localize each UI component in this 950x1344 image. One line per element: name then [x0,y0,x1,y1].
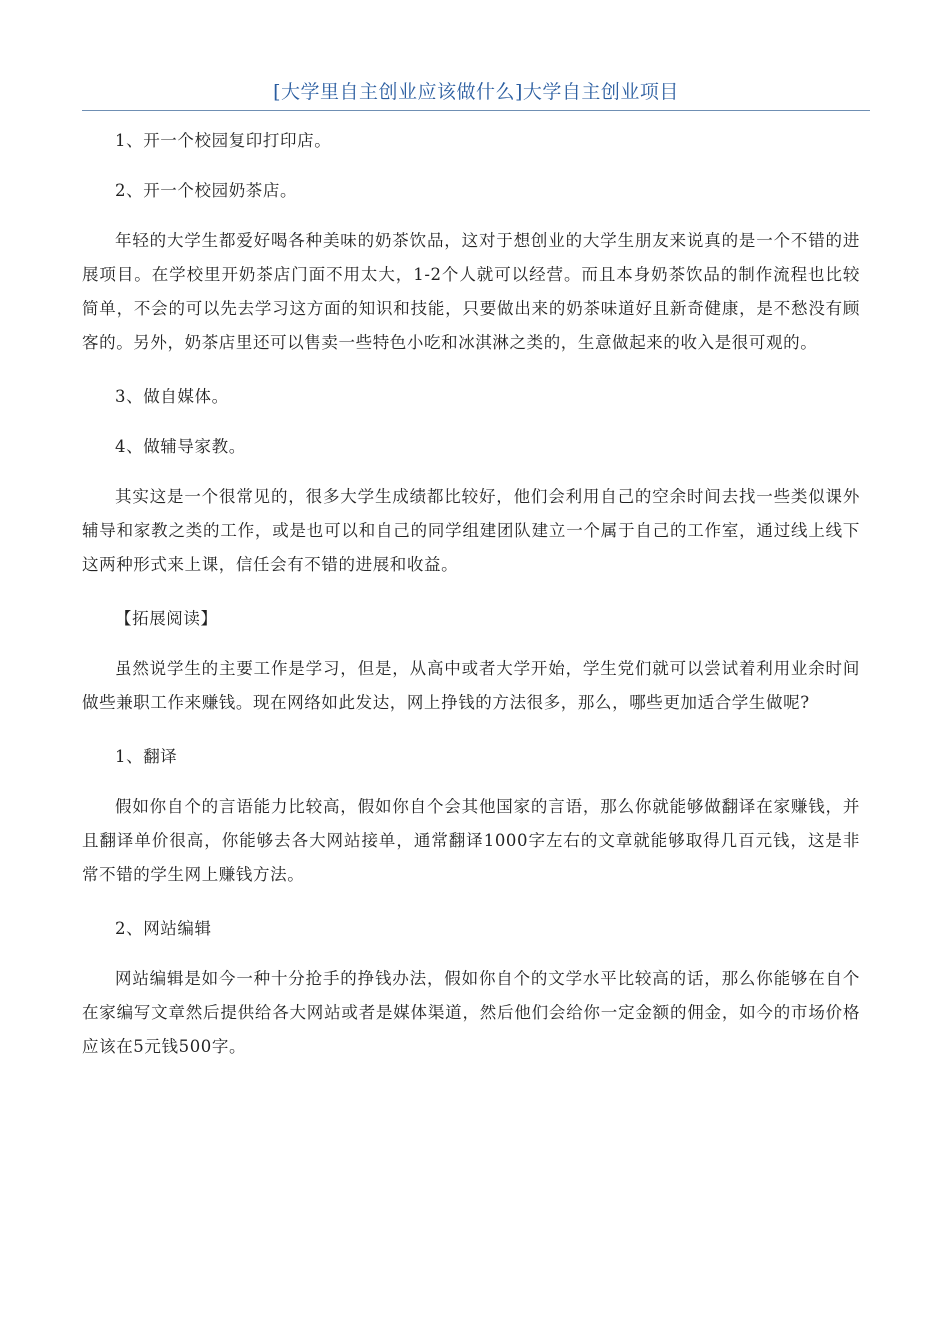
paragraph-extended-intro: 虽然说学生的主要工作是学习，但是，从高中或者大学开始，学生党们就可以尝试着利用业余时间做些兼职工作来赚钱。现在网络如此发达，网上挣钱的方法很多，那么，哪些更加适合学生做呢? [82,659,860,712]
list-item-translation: 1、翻译 [115,747,178,766]
page-title: [大学里自主创业应该做什么]大学自主创业项目 [273,81,679,103]
paragraph-web-editing: 网站编辑是如今一种十分抢手的挣钱办法，假如你自个的文学水平比较高的话，那么你能够在自个在家编写文章然后提供给各大网站或者是媒体渠道，然后他们会给你一定金额的佣金，如今的市场价格应该在5元钱500字。 [82,969,860,1056]
page-header [82,78,870,111]
list-item-copy-shop: 1、开一个校园复印打印店。 [115,131,332,150]
list-item-web-editing: 2、网站编辑 [115,919,212,938]
paragraph-tutoring: 其实这是一个很常见的，很多大学生成绩都比较好，他们会利用自己的空余时间去找一些类似课外辅导和家教之类的工作，或是也可以和自己的同学组建团队建立一个属于自己的工作室，通过线上线下这两种形式来上课，信任会有不错的进展和收益。 [82,487,860,574]
section-heading-extended-reading: 【拓展阅读】 [115,609,218,628]
document-body [82,124,860,1084]
list-item-milk-tea-shop: 2、开一个校园奶茶店。 [115,181,298,200]
list-item-self-media: 3、做自媒体。 [115,387,229,406]
paragraph-translation: 假如你自个的言语能力比较高，假如你自个会其他国家的言语，那么你就能够做翻译在家赚钱，并且翻译单价很高，你能够去各大网站接单，通常翻译1000字左右的文章就能够取得几百元钱，这是非常不错的学生网上赚钱方法。 [82,797,860,884]
list-item-tutoring: 4、做辅导家教。 [115,437,246,456]
paragraph-milk-tea: 年轻的大学生都爱好喝各种美味的奶茶饮品，这对于想创业的大学生朋友来说真的是一个不错的进展项目。在学校里开奶茶店门面不用太大，1-2个人就可以经营。而且本身奶茶饮品的制作流程也比较简单，不会的可以先去学习这方面的知识和技能，只要做出来的奶茶味道好且新奇健康，是不愁没有顾客的。另外，奶茶店里还可以售卖一些特色小吃和冰淇淋之类的，生意做起来的收入是很可观的。 [82,231,860,352]
